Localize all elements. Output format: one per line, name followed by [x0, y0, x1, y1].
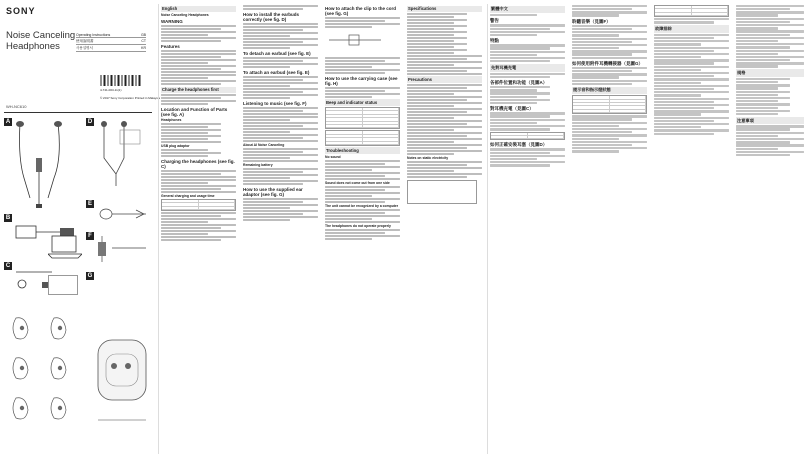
install-heading: How to install the earbuds correctly (see fig. D) [243, 11, 300, 22]
ct-charge-first-heading: 先對耳機充電 [490, 64, 565, 72]
warning-heading: WARNING [161, 19, 183, 25]
location-heading: Location and Function of Parts (see fig. A) [161, 107, 228, 118]
beep-heading: Beep and indicator status [325, 99, 400, 106]
clip-figure [325, 29, 385, 51]
not-charging-subheading: The headphones do not operate properly [325, 223, 391, 228]
figure-c-callout [48, 275, 78, 295]
troubleshooting-heading: Troubleshooting [325, 147, 400, 154]
listening-heading: Listening to music (see fig. F) [243, 100, 307, 106]
cover-title [6, 30, 75, 52]
usb-adaptor-subheading: USB plug adaptor [161, 144, 190, 149]
note-box [407, 180, 477, 204]
remaining-subheading: Remaining battery [243, 162, 273, 167]
ct-warning-heading: 警告 [490, 18, 499, 24]
features-heading: Features [161, 44, 180, 50]
static-heading: Notes on static electricity [407, 155, 449, 160]
no-sound-subheading: No sound [325, 154, 341, 159]
figure-b-laptop [48, 234, 82, 260]
model-number: WH-NC610 [6, 104, 27, 109]
charging-heading: Charging the headphones (see fig. C) [161, 159, 235, 170]
carrying-heading: How to use the carrying case (see fig. H) [325, 75, 398, 86]
unit-not-recognised-subheading: The unit cannot be recognized by a computer [325, 203, 399, 208]
ct-precautions-heading: 注意事項 [736, 117, 804, 125]
beep-table [325, 107, 400, 129]
figure-a-headphones [10, 118, 80, 210]
precautions-heading: Precautions [407, 76, 482, 83]
language-header-ct: 繁體中文 [490, 6, 565, 14]
chinese-column-3 [654, 4, 729, 136]
headphones-subheading: Headphones [161, 118, 182, 123]
toc-item[interactable]: 사용설명서 KR [76, 45, 146, 52]
figure-badge-e: E [87, 201, 92, 207]
charge-guide-subheading: General charging and usage time [161, 194, 215, 198]
figure-d-earbuds [94, 118, 154, 188]
attach-heading: To attach an earbud (see fig. E) [243, 69, 310, 75]
figure-c-ears [8, 310, 84, 450]
part-code: 4-741-003-11(1) [100, 88, 122, 92]
specs-heading: Specifications [407, 6, 482, 13]
english-column-1 [161, 4, 236, 242]
ct-supplied-heading: 如何使用附件耳機轉接器（見圖G） [572, 60, 643, 66]
figure-f-remote [96, 232, 154, 266]
chinese-column-1 [490, 4, 565, 167]
figure-g-case [92, 300, 154, 450]
chinese-column-4 [736, 4, 804, 157]
low-sound-subheading: Sound does not come out from one side [325, 180, 390, 185]
figure-badge-a: A [5, 119, 11, 125]
divider [4, 112, 152, 113]
ct-install-heading: 如何正確安裝耳塞（見圖D） [490, 142, 548, 148]
ct-charging-heading: 對耳機充電（見圖C） [490, 106, 534, 112]
english-column-3 [325, 4, 400, 241]
ct-troubleshooting-heading: 故障排除 [654, 25, 729, 33]
ct-listening-heading: 聆聽音樂（見圖F） [572, 18, 611, 24]
toc-item[interactable]: 使用說明書 CT [76, 38, 146, 45]
ct-parts-heading: 各部件位置和功能（見圖A） [490, 80, 548, 86]
english-column-2 [243, 4, 318, 222]
figure-e-attach [96, 204, 154, 226]
figure-badge-b: B [5, 215, 11, 221]
barcode [100, 75, 142, 86]
charge-first-heading: Charge the headphones first [161, 87, 236, 94]
ct-specs-heading: 規格 [736, 69, 804, 77]
figure-badge-d: D [87, 119, 93, 125]
language-header-en: English [161, 6, 236, 13]
english-subtitle: Noise Canceling Headphones [161, 13, 209, 18]
table-of-contents [76, 32, 146, 52]
noise-cancel-subheading: About AI Noise Canceling [243, 142, 285, 147]
cover-brand: SONY [6, 6, 36, 16]
attach-clip-heading: How to attach the clip to the cord (see fig. G) [325, 6, 397, 16]
chinese-column-2 [572, 4, 647, 153]
figure-badge-g: G [87, 273, 93, 279]
cover-title-line1: Noise Canceling [6, 30, 76, 41]
detach-heading: To detach an earbud (see fig. E) [243, 50, 311, 56]
english-column-4 [407, 4, 482, 204]
ct-features-heading: 特點 [490, 38, 499, 44]
beep-table-2 [325, 130, 400, 146]
figure-badge-c: C [5, 263, 11, 269]
toc-item[interactable]: Operating Instructions GB [76, 32, 146, 37]
copyright-text: © 2017 Sony Corporation Printed in Malaysia [100, 96, 161, 100]
cover-title-line2: Headphones [6, 41, 60, 52]
figure-badge-f: F [86, 232, 94, 240]
ct-beep-heading: 提示音和指示燈狀態 [572, 87, 647, 95]
charge-table [161, 199, 236, 211]
supplied-heading: How to use the supplied ear adaptor (see fig. G) [243, 186, 303, 197]
